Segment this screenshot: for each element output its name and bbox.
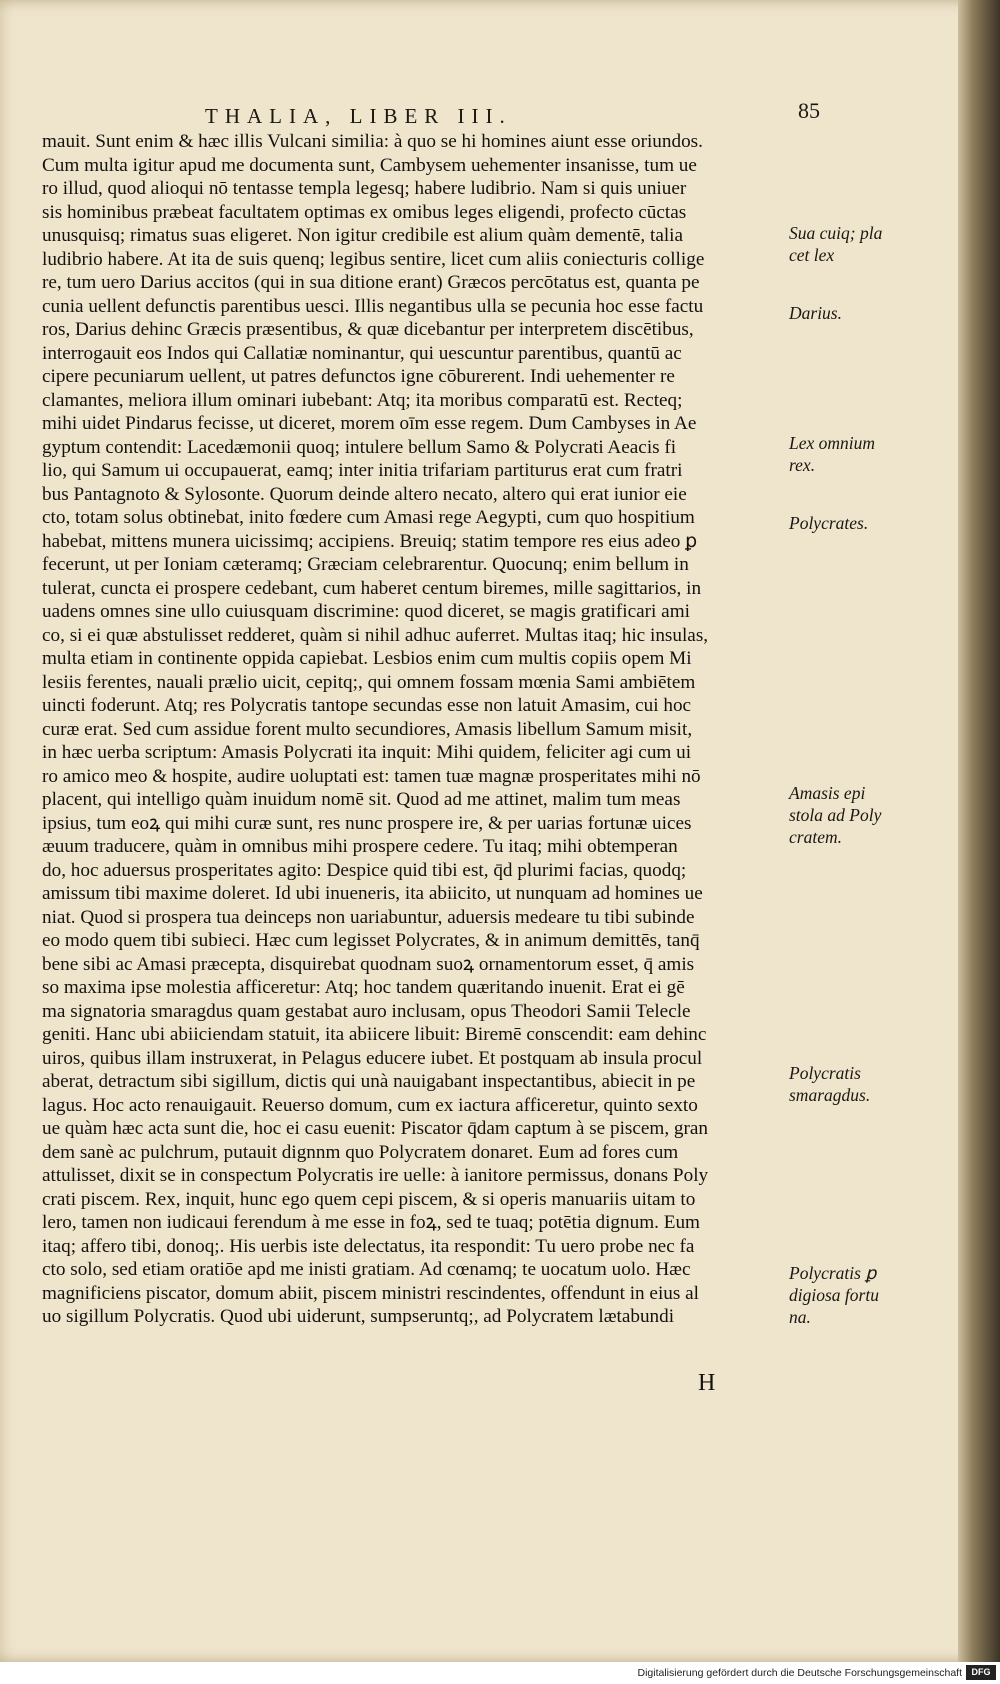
text-line: amissum tibi maxime doleret. Id ubi inueneris, ita abiicito, ut nunquam ad homines ue (42, 883, 703, 904)
main-text-block (42, 130, 832, 1329)
text-line: fecerunt, ut per Ioniam cæteramq; Græciam celebrarentur. Quocunq; enim bellum in (42, 554, 689, 575)
text-line: ludibrio habere. At ita de suis quenq; legibus sentire, licet cum aliis coniecturis collige (42, 248, 705, 270)
text-line: aberat, detractum sibi sigillum, dictis qui unà nauigabant inspectantibus, abiecit in pe (42, 1071, 696, 1092)
text-line: curæ erat. Sed cum assidue forent multo secundiores, Amasis libellum Samum misit, (42, 718, 693, 740)
page-number: 85 (798, 98, 820, 123)
text-line: gyptum contendit: Lacedæmonii quoq; intulere bellum Samo & Polycrati Aeacis fi (42, 436, 677, 458)
marginal-note (789, 222, 882, 266)
text-line: mauit. Sunt enim & hæc illis Vulcani similia: à quo se hi homines aiunt esse oriundos. (42, 131, 703, 152)
text-line: lero, tamen non iudicaui ferendum à me esse in foꝝ, sed te tuaq; potētia dignum. Eum (42, 1212, 700, 1233)
marginal-line: rex. (789, 455, 816, 475)
text-line: in hæc uerba scriptum: Amasis Polycrati ita inquit: Mihi quidem, feliciter agi cum ui (42, 742, 692, 763)
text-line: co, si ei quæ abstulisset redderet, quàm si nihil adhuc auferret. Multas itaq; hic insulas, (42, 624, 709, 646)
marginal-note (789, 432, 875, 476)
running-title: THALIA, LIBER III. (205, 104, 512, 128)
text-line: niat. Quod si prospera tua deinceps non uariabuntur, aduersis medeare tu tibi subinde (42, 906, 695, 928)
text-line: æuum traducere, quàm in omnibus mihi prospere cedere. Tu itaq; mihi obtemperan (42, 836, 678, 857)
marginal-line: Darius. (789, 303, 842, 323)
signature-mark: H (698, 1370, 716, 1396)
marginal-line: Polycrates. (789, 513, 869, 533)
text-line: lio, qui Samum ui occupauerat, eamq; inter initia trifariam partiturus erat cum fratri (42, 460, 683, 481)
text-line: crati piscem. Rex, inquit, hunc ego quem cepi piscem, & si operis manuariis uitam to (42, 1188, 696, 1210)
marginal-line: Polycratis (789, 1063, 861, 1083)
text-line: ro illud, quod alioqui nō tentasse templa legesq; habere ludibrio. Nam si quis uniuer (42, 178, 687, 199)
text-line: ro amico meo & hospite, audire uoluptati est: tamen tuæ magnæ prosperitates mihi nō (42, 765, 701, 787)
text-line: itaq; affero tibi, donoq;. His uerbis iste delectatus, ita respondit: Tu uero probe nec fa (42, 1235, 695, 1257)
text-line: unusquisq; rimatus suas eligeret. Non igitur credibile est alium quàm dementē, talia (42, 225, 684, 246)
marginal-line: Amasis epi (789, 783, 866, 803)
marginal-note (789, 782, 881, 848)
marginal-line: Lex omnium (789, 433, 876, 453)
text-line: placent, qui intelligo quàm inuidum nomē sit. Quod ad me attinet, malim tum meas (42, 789, 681, 810)
text-line: bene sibi ac Amasi præcepta, disquirebat quodnam suoꝝ ornamentorum esset, q̄ amis (42, 953, 695, 975)
text-line: uincti foderunt. Atq; res Polycratis tantope secundas esse non latuit Amasim, cui hoc (42, 695, 692, 716)
text-line: lagus. Hoc acto renauigauit. Reuerso domum, cum ex iactura afficeretur, quinto sexto (42, 1094, 698, 1116)
text-line: uadens omnes sine ullo cuiusquam discrimine: quod diceret, se magis gratificari ami (42, 601, 690, 622)
text-line: ros, Darius dehinc Græcis præsentibus, & quæ dicebantur per interpretem discētibus, (42, 319, 694, 340)
text-line: cunia uellent defunctis parentibus uesci. Illis negantibus ulla se pecunia hoc esse factu (42, 295, 704, 317)
marginal-line: cratem. (789, 827, 842, 847)
marginal-note (789, 1062, 870, 1106)
marginal-line: smaragdus. (789, 1085, 871, 1105)
text-line: habebat, mittens munera uicissimq; accipiens. Breuiq; statim tempore res eius adeo ꝑ (42, 530, 698, 552)
text-line: geniti. Hanc ubi abiiciendam statuit, ita abiicere libuit: Biremē conscendit: eam dehinc (42, 1024, 707, 1045)
marginal-line: stola ad Poly (789, 805, 882, 825)
text-line: cipere pecuniarum uellent, ut patres defunctos igne cōburerent. Indi uehementer re (42, 366, 675, 387)
text-line: sis hominibus præbeat facultatem optimas ex omibus leges eligendi, profecto cūctas (42, 201, 687, 223)
marginal-note (789, 1262, 879, 1328)
marginal-note (789, 302, 842, 324)
text-line: interrogauit eos Indos qui Callatiæ nominantur, qui uescuntur parentibus, quantū ac (42, 342, 682, 364)
text-line: re, tum uero Darius accitos (qui in sua ditione erant) Græcos percōtatus est, quanta pe (42, 272, 700, 293)
text-line: clamantes, meliora illum ominari iubebant: Atq; ita moribus comparatū est. Recteq; (42, 389, 683, 411)
text-line: dem sanè ac pulchrum, putauit dignnm quo Polycratem donaret. Eum ad fores cum (42, 1141, 679, 1163)
text-line: ipsius, tum eoꝝ qui mihi curæ sunt, res nunc prospere ire, & per uarias fortunæ uices (42, 812, 692, 834)
text-line: attulisset, dixit se in conspectum Polycratis ire uelle: à ianitore permissus, donans Poly (42, 1165, 709, 1186)
text-line: cto solo, sed etiam oratiōe apd me inisti gratiam. Ad cœnamq; te uocatum uolo. Hæc (42, 1259, 691, 1280)
marginal-line: cet lex (789, 245, 835, 265)
text-line: uo sigillum Polycratis. Quod ubi uiderunt, sumpseruntq;, ad Polycratem lætabundi (42, 1306, 675, 1327)
text-line: Cum multa igitur apud me documenta sunt, Cambysem uehementer insanisse, tum ue (42, 154, 697, 176)
marginal-line: Sua cuiq; pla (789, 223, 883, 243)
text-line: do, hoc aduersus prosperitates agito: Despice quid tibi est, q̄d plurimi facias, quodq; (42, 859, 687, 881)
page-edge-shadow (958, 0, 1000, 1662)
text-line: tulerat, cuncta ei prospere cedebant, cum haberet centum biremes, mille sagittarios, in (42, 577, 702, 599)
marginal-note (789, 512, 868, 534)
marginal-line: Polycratis ꝑ (789, 1263, 877, 1283)
text-line: magnificiens piscator, domum abiit, piscem ministri rescindentes, offendunt in eius al (42, 1282, 699, 1304)
text-line: lesiis ferentes, nauali prælio uicit, cepitq;, qui omnem fossam mœnia Sami ambiētem (42, 671, 696, 693)
digitization-footer (0, 1662, 1000, 1684)
text-line: ma signatoria smaragdus quam gestabat auro inclusam, opus Theodori Samii Telecle (42, 1000, 691, 1022)
text-line: cto, totam solus obtinebat, inito fœdere cum Amasi rege Aegypti, cum quo hospitium (42, 507, 695, 528)
marginal-line: digiosa fortu (789, 1285, 879, 1305)
text-line: multa etiam in continente oppida capiebat. Lesbios enim cum multis copiis opem Mi (42, 648, 692, 669)
text-line: mihi uidet Pindarus fecisse, ut diceret, morem oīm esse regem. Dum Cambyses in Ae (42, 413, 697, 434)
text-line: eo modo quem tibi subieci. Hæc cum legisset Polycrates, & in animum demittēs, tanq̄ (42, 930, 700, 951)
text-line: so maxima ipse molestia afficeretur: Atq; hoc tandem quæritando inuenit. Erat ei gē (42, 977, 685, 998)
digitization-credit: Digitalisierung gefördert durch die Deutsche Forschungsgemeinschaft (637, 1667, 962, 1679)
text-line: uiros, quibus illam instruxerat, in Pelagus educere iubet. Et postquam ab insula procul (42, 1047, 703, 1069)
marginal-line: na. (789, 1307, 811, 1327)
dfg-logo: DFG (966, 1665, 996, 1680)
text-line: ue quàm hæc acta sunt die, hoc ei casu euenit: Piscator q̄dam captum à se piscem, gran (42, 1118, 709, 1139)
text-line: bus Pantagnoto & Sylosonte. Quorum deinde altero necato, altero qui erat iunior eie (42, 483, 687, 505)
